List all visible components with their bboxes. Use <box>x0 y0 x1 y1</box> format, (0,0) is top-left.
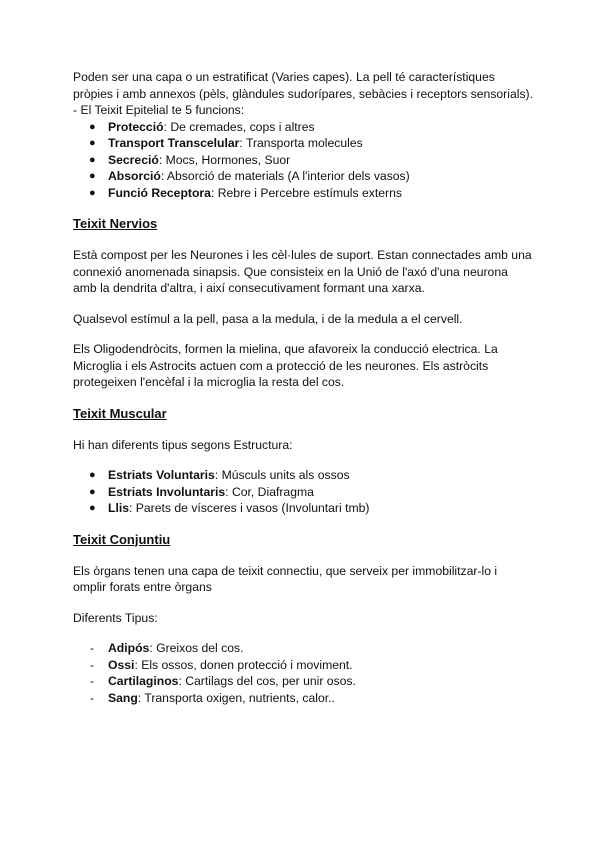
document-body <box>73 69 533 706</box>
bullet-icon: ● <box>89 186 96 199</box>
list-item: ● Estriats Involuntaris: Cor, Diafragma <box>89 484 314 499</box>
list-item: ● Transport Transcelular: Transporta molecules <box>89 136 363 150</box>
intro-functions-line: - El Teixit Epitelial te 5 funcions: <box>73 103 245 117</box>
list-item: - Ossi: Els ossos, donen protecció i moviment. <box>90 657 353 672</box>
conjuntiu-types-label: Diferents Tipus: <box>73 610 158 625</box>
dash-icon: - <box>90 674 95 688</box>
list-item: ● Estriats Voluntaris: Músculs units als ossos <box>89 468 350 482</box>
list-item: ● Absorció: Absorció de materials (A l'interior dels vasos) <box>89 169 410 183</box>
muscular-paragraph: Hi han diferents tipus segons Estructura: <box>73 437 293 452</box>
epithelial-functions-list <box>73 119 533 202</box>
list-item: ● Llis: Parets de vísceres i vasos (Involuntari tmb) <box>89 501 370 515</box>
list-item: ● Funció Receptora: Rebre i Percebre estímuls externs <box>89 185 402 200</box>
muscular-types-list <box>73 467 533 517</box>
dash-icon: - <box>90 641 95 655</box>
list-item: - Sang: Transporta oxigen, nutrients, calor.. <box>90 690 335 705</box>
section-heading-conjuntiu: Teixit Conjuntiu <box>73 531 171 547</box>
conjuntiu-paragraph: Els òrgans tenen una capa de teixit connectiu, que serveix per immobilitzar-lo i omplir forats entre òrgans <box>73 563 498 594</box>
list-item: - Adipós: Greixos del cos. <box>90 641 244 655</box>
nervios-paragraph-3: Els Oligodendròcits, formen la mielina, que afavoreix la conducció electrica. La Microglia i els Astrocits actuen com a protecció de les neurones. Els astròcits protegeixen l'encèfal i la microglia la resta del cos. <box>73 342 498 389</box>
dash-icon: - <box>90 657 95 672</box>
nervios-paragraph-2: Qualsevol estímul a la pell, pasa a la medula, i de la medula a el cervell. <box>73 311 463 326</box>
section-heading-muscular: Teixit Muscular <box>73 405 167 421</box>
bullet-icon: ● <box>89 120 96 133</box>
bullet-icon: ● <box>89 502 96 514</box>
bullet-icon: ● <box>89 170 96 182</box>
list-item: ● Secreció: Mocs, Hormones, Suor <box>89 152 291 167</box>
dash-icon: - <box>90 690 95 705</box>
nervios-paragraph-1: Està compost per les Neurones i les cèl·lules de suport. Estan connectades amb una connexió anomenada sinapsis. Que consisteix en la Unió de l'axó d'una neurona amb la dendrita d'altra, i així consecutivament formant una xarxa. <box>73 248 532 295</box>
intro-paragraph: Poden ser una capa o un estratificat (Varies capes). La pell té característiques pròpies i amb annexos (pèls, glàndules sudorípares, sebàcies i receptors sensorials). <box>73 70 533 101</box>
section-heading-nervios: Teixit Nervios <box>73 216 158 231</box>
conjuntiu-types-list <box>73 640 533 706</box>
bullet-icon: ● <box>89 485 96 498</box>
bullet-icon: ● <box>89 153 96 166</box>
bullet-icon: ● <box>89 137 96 149</box>
bullet-icon: ● <box>89 469 96 481</box>
list-item: - Cartilaginos: Cartilags del cos, per unir osos. <box>90 674 356 688</box>
list-item: ● Protecció: De cremades, cops i altres <box>89 119 315 134</box>
